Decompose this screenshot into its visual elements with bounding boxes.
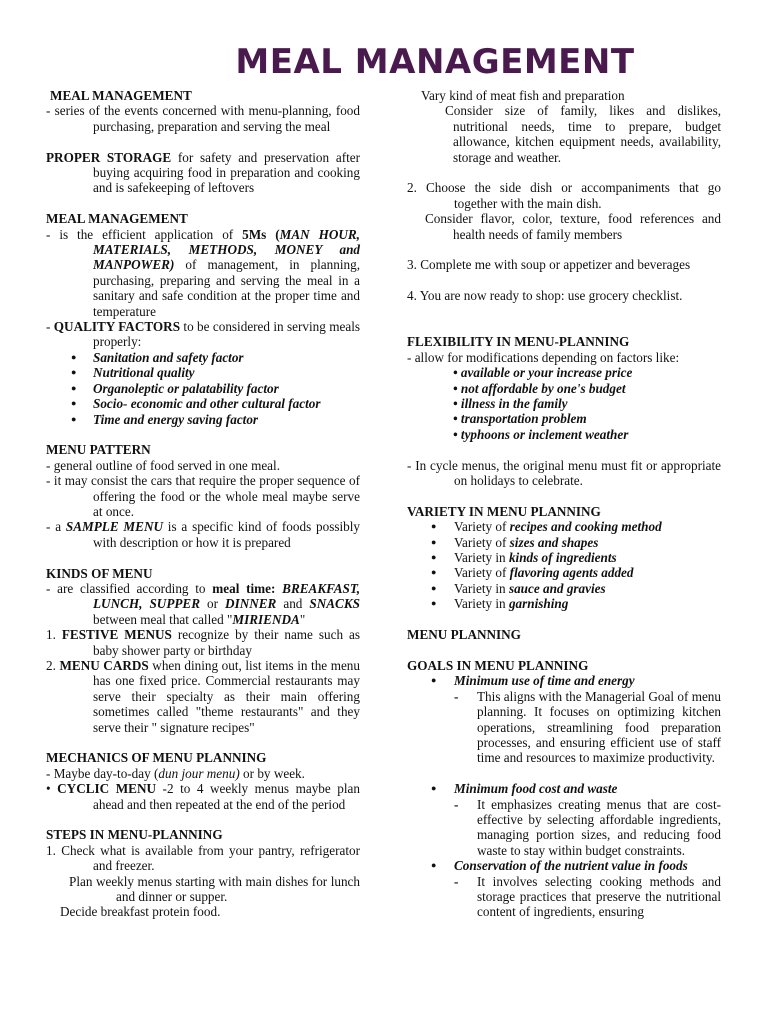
text: "	[299, 611, 306, 627]
term: MAN HOUR, MATERIALS, METHODS, MONEY and MANPOWER)	[93, 226, 360, 273]
text: or by week.	[239, 765, 305, 781]
paragraph	[46, 150, 360, 196]
term: DINNER	[225, 596, 277, 612]
goal-item: ● Minimum food cost and waste	[407, 781, 721, 796]
list-item	[407, 519, 721, 534]
paragraph	[46, 581, 360, 627]
text: -2 to 4 weekly menus maybe plan ahead and then repeated at the end of the period	[93, 781, 360, 812]
paragraph: - allow for modifications depending on factors like:	[407, 349, 680, 365]
text: - are classified according to	[46, 580, 213, 596]
text: and	[276, 596, 310, 612]
flexibility-list	[407, 365, 721, 442]
paragraph	[46, 519, 360, 550]
term: sauce and gravies	[508, 580, 606, 596]
text: - a	[46, 519, 66, 535]
paragraph	[46, 658, 360, 735]
paragraph	[46, 627, 360, 658]
goal-item: ● Conservation of the nutrient value in foods	[407, 858, 721, 873]
term: sizes and shapes	[509, 534, 599, 550]
list-item: ● Nutritional quality	[46, 365, 360, 380]
text: 1.	[46, 627, 62, 643]
paragraph: Plan weekly menus starting with main dishes for lunch and dinner or supper.	[69, 873, 360, 905]
paragraph: - In cycle menus, the original menu must fit or appropriate on holidays to celebrate.	[407, 457, 721, 489]
text: between meal that called "	[93, 611, 233, 627]
paragraph: 4. You are now ready to shop: use grocery checklist.	[407, 288, 683, 304]
term: 5Ms (	[242, 226, 280, 242]
section-heading: KINDS OF MENU	[46, 565, 153, 581]
paragraph: - series of the events concerned with menu-planning, food purchasing, preparation and serving the meal	[46, 103, 360, 134]
goal-description: - It involves selecting cooking methods and storage practices that preserve the nutritional content of ingredients, ensuring	[407, 874, 721, 920]
text: Variety in	[454, 550, 509, 566]
list-item: • typhoons or inclement weather	[453, 426, 629, 442]
text: for safety and preservation after buying acquiring food in preparation and cooking and is safekeeping of leftovers	[93, 149, 360, 196]
goal-item: ● Minimum use of time and energy	[407, 673, 721, 688]
text: is a specific kind of foods possibly with description or how it is prepared	[93, 519, 360, 550]
paragraph: 1. Check what is available from your pantry, refrigerator and freezer.	[46, 842, 360, 874]
term: dun jour menu)	[158, 765, 240, 781]
text: 2.	[46, 657, 60, 673]
list-item: ● Socio- economic and other cultural factor	[46, 396, 360, 411]
paragraph: Vary kind of meat fish and preparation	[421, 88, 625, 103]
section-heading: MECHANICS OF MENU PLANNING	[46, 750, 267, 766]
list-item: • transportation problem	[453, 411, 587, 427]
list-item: ● Sanitation and safety factor	[46, 350, 360, 365]
section-heading: MENU PLANNING	[407, 627, 521, 643]
text: Variety of	[454, 519, 510, 535]
text: to be considered in serving meals properly:	[93, 319, 360, 350]
section-heading: FLEXIBILITY IN MENU-PLANNING	[407, 334, 630, 350]
section-heading: MENU PATTERN	[46, 442, 151, 458]
term: kinds of ingredients	[508, 550, 617, 566]
section-heading: VARIETY IN MENU PLANNING	[407, 503, 601, 519]
list-item	[407, 565, 721, 580]
list-item	[407, 550, 721, 565]
left-column	[46, 88, 360, 920]
list-item	[407, 596, 721, 611]
section-heading: GOALS IN MENU PLANNING	[407, 657, 589, 673]
paragraph: 3. Complete me with soup or appetizer and beverages	[407, 257, 691, 273]
text: of management, in planning, purchasing, preparing and serving the meal in a sanitary and safe condition at the proper time and temperature	[93, 257, 360, 319]
goal-description: - This aligns with the Managerial Goal of menu planning. It focuses on optimizing kitchen operations, streamlining food preparation processes, and ensuring efficient use of staff time and resources to maximize productivity.	[407, 689, 721, 766]
list-item: • available or your increase price	[453, 365, 633, 381]
paragraph: Consider size of family, likes and dislikes, nutritional needs, time to prepare, budget allowance, kitchen equipment needs, availability, storage and weather.	[445, 103, 721, 165]
term: BREAKFAST, LUNCH, SUPPER	[93, 580, 360, 612]
term: MENU CARDS	[59, 657, 149, 673]
term: PROPER STORAGE	[46, 149, 172, 165]
text: •	[46, 781, 58, 797]
paragraph: - general outline of food served in one meal.	[46, 457, 280, 473]
term: CYCLIC MENU	[57, 781, 157, 797]
variety-list	[407, 519, 721, 611]
term: QUALITY FACTORS	[53, 319, 181, 335]
text: recognize by their name such as baby shower party or birthday	[93, 627, 360, 658]
text: - Maybe day-to-day (	[46, 765, 159, 781]
term: meal time:	[212, 580, 283, 596]
term: garnishing	[508, 596, 569, 612]
text: Variety of	[454, 534, 510, 550]
right-column	[407, 88, 721, 920]
term: recipes and cooking method	[509, 519, 662, 535]
paragraph: - it may consist the cars that require the proper sequence of offering the food or the whole meal maybe serve at once.	[46, 473, 360, 519]
list-item	[407, 535, 721, 550]
term: FESTIVE MENUS	[61, 627, 172, 643]
goal-description: - It emphasizes creating menus that are cost-effective by selecting affordable ingredients, managing portion sizes, and reducing food waste to stay within budget constraints.	[407, 797, 721, 859]
list-item: • illness in the family	[453, 396, 568, 412]
list-item: ● Time and energy saving factor	[46, 412, 360, 427]
text: or	[200, 596, 226, 612]
page-title: MEAL MANAGEMENT	[235, 42, 635, 82]
list-item: ● Organoleptic or palatability factor	[46, 381, 360, 396]
paragraph	[46, 227, 360, 319]
text: Variety in	[454, 580, 509, 596]
paragraph: Decide breakfast protein food.	[60, 904, 221, 920]
list-item	[407, 581, 721, 596]
section-heading: MEAL MANAGEMENT	[50, 88, 192, 103]
paragraph	[46, 319, 360, 350]
term: MIRIENDA	[232, 611, 300, 627]
paragraph: Consider flavor, color, texture, food references and health needs of family members	[425, 211, 721, 242]
term: SAMPLE MENU	[65, 519, 163, 535]
section-heading: STEPS IN MENU-PLANNING	[46, 827, 223, 843]
list-item: • not affordable by one's budget	[453, 380, 626, 396]
text: -	[46, 319, 54, 335]
quality-factors-list	[46, 350, 360, 427]
paragraph	[46, 781, 360, 812]
text: Variety in	[454, 596, 509, 612]
term: SNACKS	[309, 596, 360, 612]
paragraph: 2. Choose the side dish or accompaniments that go together with the main dish.	[407, 180, 721, 211]
section-heading: MEAL MANAGEMENT	[46, 211, 188, 227]
text: Variety of	[454, 565, 510, 581]
paragraph	[46, 766, 360, 781]
term: flavoring agents added	[509, 565, 634, 581]
text: when dining out, list items in the menu has one fixed price. Commercial restaurants may serve their specialty as their main offering sometimes called "theme restaurants" and they serve their " signature recipes"	[93, 657, 360, 735]
text: - is the efficient application of	[46, 226, 243, 242]
